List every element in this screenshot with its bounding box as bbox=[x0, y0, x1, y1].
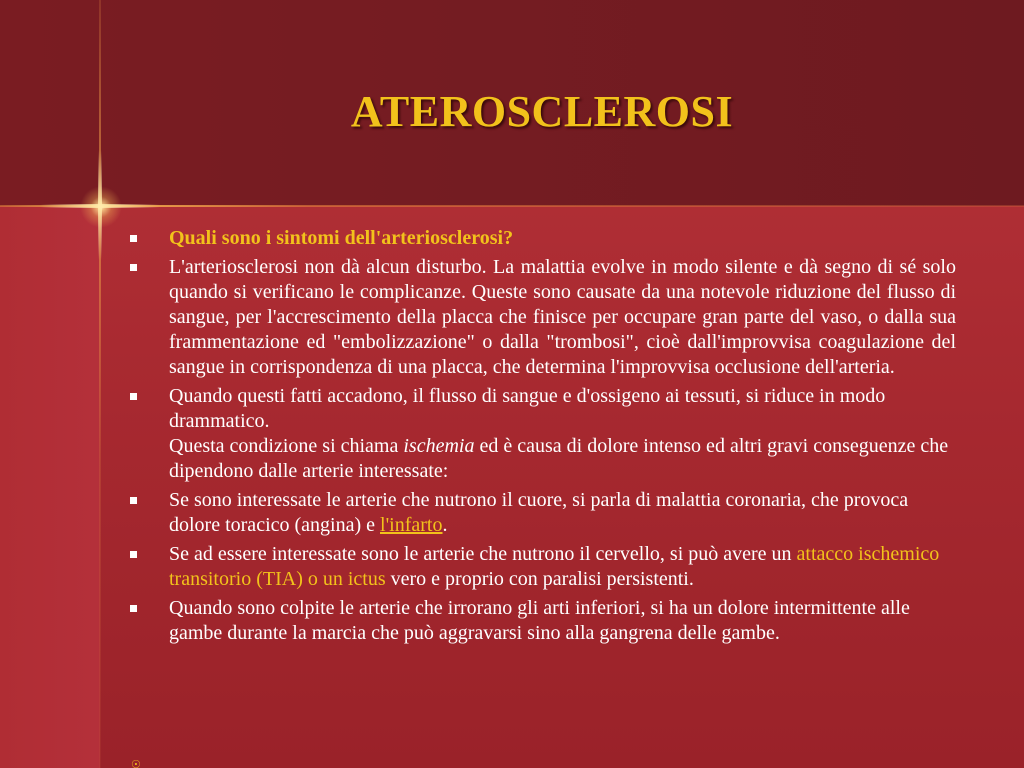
bullet-text-pre: Se sono interessate le arterie che nutrono il cuore, si parla di malattia coronaria, che provoca dolore toracico (angina) e bbox=[169, 489, 909, 536]
bullet-item-description bbox=[128, 255, 956, 380]
bullet-list bbox=[128, 226, 956, 650]
tia-ictus-highlight: attacco ischemico transitorio (TIA) o un ictus bbox=[169, 543, 940, 590]
square-bullet-icon bbox=[130, 551, 137, 558]
square-bullet-icon bbox=[130, 235, 137, 242]
ischemia-term: ischemia bbox=[403, 435, 475, 457]
slide-title: ATEROSCLEROSI bbox=[350, 87, 734, 136]
bullet-item-question bbox=[128, 226, 956, 251]
bullet-text: Quando sono colpite le arterie che irrorano gli arti inferiori, si ha un dolore intermittente alle gambe durante la marcia che può aggravarsi sino alla gangrena delle gambe. bbox=[169, 597, 910, 644]
bullet-item-heart bbox=[128, 488, 956, 538]
bullet-item-legs bbox=[128, 596, 956, 646]
square-bullet-icon bbox=[130, 605, 137, 612]
slide-number-icon: ☉ bbox=[131, 758, 141, 768]
bullet-text-line2-post: ed è causa di dolore intenso ed altri gravi conseguenze che dipendono dalle arterie interessate: bbox=[169, 435, 949, 482]
sparkle-ray-vertical bbox=[98, 150, 102, 260]
square-bullet-icon bbox=[130, 497, 137, 504]
bullet-text: Quali sono i sintomi dell'arteriosclerosi? bbox=[169, 227, 514, 249]
bullet-text-post: . bbox=[442, 514, 448, 536]
bullet-text-line1: Quando questi fatti accadono, il flusso di sangue e d'ossigeno ai tessuti, si riduce in modo drammatico. bbox=[169, 385, 886, 432]
bullet-text: L'arteriosclerosi non dà alcun disturbo. La malattia evolve in modo silente e dà segno di sé solo quando si verificano le complicanze. Queste sono causate da una notevole riduzione del flusso di sangue, per l'accrescimento della placca che finisce per occupare gran parte del vaso, o dalla sua frammentazione ed "embolizzazione" o dalla "trombosi", cioè dall'improvvisa coagulazione del sangue in corrispondenza di una placca, che determina l'improvvisa occlusione dell'arteria. bbox=[169, 256, 956, 378]
square-bullet-icon bbox=[130, 264, 137, 271]
bullet-text-pre: Se ad essere interessate sono le arterie che nutrono il cervello, si può avere un bbox=[169, 543, 797, 565]
square-bullet-icon bbox=[130, 393, 137, 400]
bullet-item-ischemia bbox=[128, 384, 956, 484]
bullet-item-brain bbox=[128, 542, 956, 592]
bullet-text-post: vero e proprio con paralisi persistenti. bbox=[385, 568, 694, 590]
infarto-link[interactable]: l'infarto bbox=[380, 514, 443, 536]
bullet-text-line2-pre: Questa condizione si chiama bbox=[169, 435, 404, 457]
